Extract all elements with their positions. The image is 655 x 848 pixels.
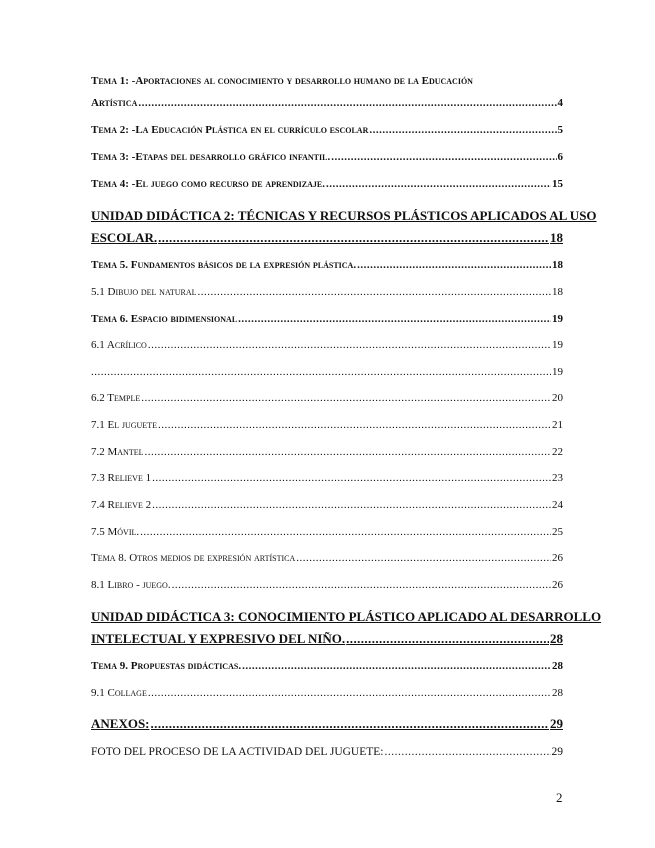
toc-entry-anexos[interactable]	[91, 716, 563, 732]
toc-leader	[296, 551, 551, 565]
toc-entry-text: 7.5 Móvil.	[91, 526, 140, 538]
toc-entry-text: Artística	[91, 97, 138, 109]
toc-page-number: 18	[550, 230, 563, 245]
toc-entry-text: FOTO DEL PROCESO DE LA ACTIVIDAD DEL JUGUETE:	[91, 746, 384, 758]
toc-entry-text: 7.3 Relieve 1	[91, 472, 152, 484]
toc-page-number: 29	[550, 716, 563, 731]
toc-page-number: 20	[552, 392, 563, 404]
toc-entry-text: Tema 1: -Aportaciones al conocimiento y desarrollo humano de la Educación	[91, 75, 473, 87]
toc-page-number: 23	[552, 472, 563, 484]
toc-entry-unidad3[interactable]	[91, 609, 602, 625]
toc-page-number: 19	[552, 313, 563, 325]
toc-entry-unidad2-cont[interactable]	[91, 230, 563, 246]
toc-leader	[238, 312, 551, 326]
toc-leader	[138, 96, 556, 110]
toc-entry-text: 5.1 Dibujo del natural	[91, 286, 197, 298]
toc-page-number: 6	[557, 151, 563, 163]
toc-leader	[369, 123, 556, 137]
toc-entry-6-2[interactable]	[91, 391, 563, 405]
toc-page-number: 21	[552, 419, 563, 431]
toc-page-number: 28	[552, 687, 563, 699]
toc-page-number: 28	[552, 660, 563, 672]
toc-entry-text: 6.1 Acrílico	[91, 339, 147, 351]
toc-leader	[242, 659, 551, 673]
toc-entry-text: 7.1 El juguete	[91, 419, 157, 431]
toc-entry-blank[interactable]	[91, 365, 563, 379]
toc-entry-foto[interactable]	[91, 745, 563, 759]
toc-leader	[151, 716, 549, 732]
toc-entry-tema6[interactable]	[91, 312, 563, 326]
toc-entry-text: Tema 8. Otros medios de expresión artística	[91, 552, 296, 564]
toc-page-number: 18	[552, 259, 563, 271]
toc-page-number: 19	[552, 339, 563, 351]
toc-heading-text: ANEXOS:	[91, 716, 150, 731]
toc-leader	[152, 498, 551, 512]
toc-entry-text: Tema 9. Propuestas didácticas.	[91, 660, 242, 672]
toc-leader	[357, 258, 551, 272]
toc-entry-tema9[interactable]	[91, 659, 563, 673]
page-number: 2	[556, 790, 563, 805]
toc-page-number: 24	[552, 499, 563, 511]
toc-entry-tema3[interactable]	[91, 150, 563, 164]
toc-page-number: 18	[552, 286, 563, 298]
toc-heading-text: UNIDAD DIDÁCTICA 2: TÉCNICAS Y RECURSOS PLÁSTICOS APLICADOS AL USO	[91, 208, 597, 223]
toc-entry-tema5[interactable]	[91, 258, 563, 272]
toc-heading-text: UNIDAD DIDÁCTICA 3: CONOCIMIENTO PLÁSTICO APLICADO AL DESARROLLO	[91, 609, 602, 624]
toc-page-number: 29	[551, 746, 563, 758]
toc-leader	[331, 150, 556, 164]
toc-entry-7-4[interactable]	[91, 498, 563, 512]
toc-entry-7-1[interactable]	[91, 418, 563, 432]
toc-leader	[346, 631, 549, 647]
toc-entry-text: 8.1 Libro - juego.	[91, 579, 171, 591]
toc-leader	[148, 338, 551, 352]
toc-leader	[152, 471, 551, 485]
toc-page-number: 19	[552, 366, 563, 378]
toc-leader	[172, 578, 551, 592]
toc-page-number: 26	[552, 579, 563, 591]
toc-page-number: 22	[552, 446, 563, 458]
toc-entry-5-1[interactable]	[91, 285, 563, 299]
toc-entry-8-1[interactable]	[91, 578, 563, 592]
toc-entry-text: Tema 2: -La Educación Plástica en el currículo escolar	[91, 124, 369, 136]
toc-entry-7-3[interactable]	[91, 471, 563, 485]
toc-entry-text: 7.2 Mantel	[91, 446, 144, 458]
toc-leader	[91, 365, 551, 379]
toc-page-number: 5	[557, 124, 563, 136]
toc-entry-7-5[interactable]	[91, 525, 563, 539]
toc-entry-tema1-cont[interactable]	[91, 96, 563, 110]
toc-entry-6-1[interactable]	[91, 338, 563, 352]
toc-leader	[141, 391, 551, 405]
toc-page-number: 25	[552, 526, 563, 538]
toc-entry-tema8[interactable]	[91, 551, 563, 565]
toc-leader	[158, 230, 549, 246]
toc-entry-unidad3-cont[interactable]	[91, 631, 563, 647]
toc-entry-text: Tema 6. Espacio bidimensional	[91, 313, 238, 325]
toc-page-number: 28	[550, 631, 563, 646]
toc-entry-tema1[interactable]	[91, 74, 563, 88]
toc-leader	[140, 525, 551, 539]
toc-leader	[326, 177, 551, 191]
toc-entry-text: Tema 5. Fundamentos básicos de la expresión plástica.	[91, 259, 357, 271]
toc-entry-tema4[interactable]	[91, 177, 563, 191]
toc-leader	[148, 686, 551, 700]
toc-heading-text: INTELECTUAL Y EXPRESIVO DEL NIÑO.	[91, 631, 346, 646]
toc-entry-text: 7.4 Relieve 2	[91, 499, 152, 511]
toc-entry-line2	[91, 96, 563, 110]
toc-page-number: 26	[552, 552, 563, 564]
toc-entry-text: Tema 4: -El juego como recurso de aprendizaje.	[91, 178, 325, 190]
toc-entry-7-2[interactable]	[91, 445, 563, 459]
toc-entry-tema2[interactable]	[91, 123, 563, 137]
toc-entry-text: Tema 3: -Etapas del desarrollo gráfico infantil.	[91, 151, 331, 163]
toc-leader	[385, 745, 551, 759]
toc-heading-text: ESCOLAR.	[91, 230, 158, 245]
toc-entry-line1	[91, 74, 563, 88]
toc-page-number: 4	[557, 97, 563, 109]
toc-entry-text: 9.1 Collage	[91, 687, 147, 699]
toc-entry-9-1[interactable]	[91, 686, 563, 700]
toc-entry-text: 6.2 Temple	[91, 392, 141, 404]
toc-leader	[158, 418, 551, 432]
toc-page-number: 15	[552, 178, 563, 190]
toc-leader	[198, 285, 552, 299]
toc-entry-unidad2[interactable]	[91, 208, 597, 224]
toc-leader	[145, 445, 552, 459]
